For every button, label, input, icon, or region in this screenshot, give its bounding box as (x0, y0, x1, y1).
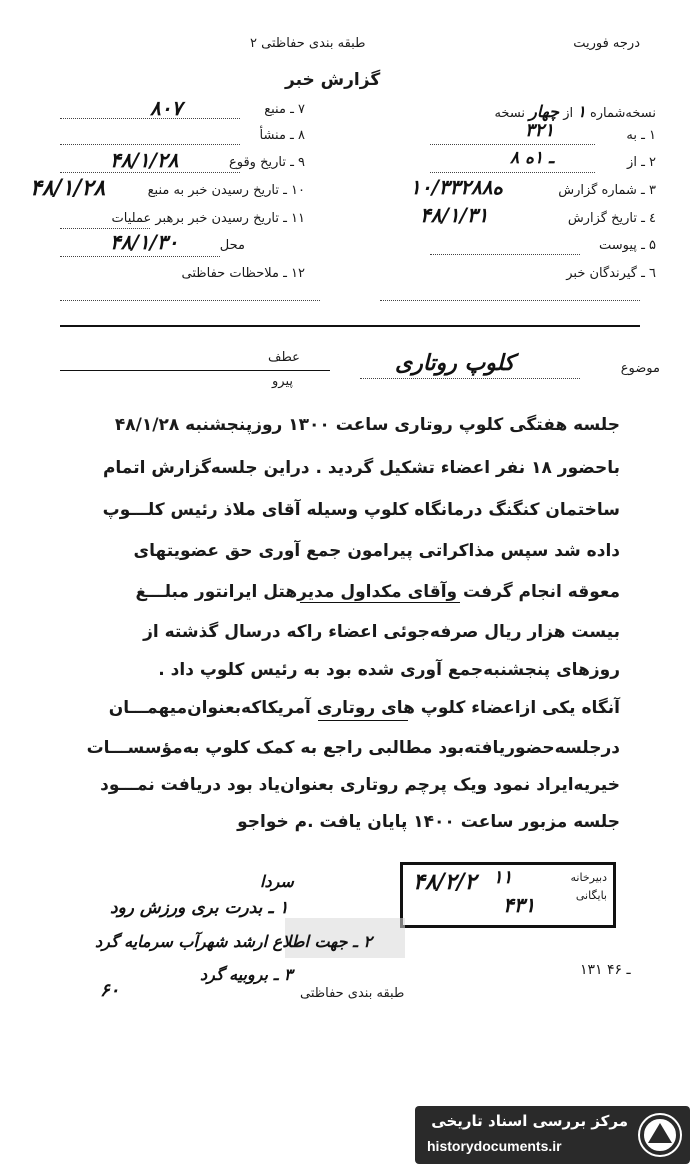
field-label: ۱۲ ـ ملاحظات حفاظتی (181, 266, 305, 281)
field-source (264, 102, 305, 117)
field-recipients (566, 266, 656, 281)
field-label: ۷ ـ منبع (264, 102, 305, 117)
handwritten-note: ۲ ـ جهت اطلاع ارشد شهرآب سرمایه گرد (95, 932, 372, 951)
subject-label: موضوع (620, 361, 660, 376)
field-report-number (558, 183, 656, 198)
field-label: ٦ ـ گیرندگان خبر (566, 266, 656, 281)
field-source-value: ۸۰۷ (150, 96, 183, 120)
classification-top: طبقه بندی حفاظتی ۲ (250, 36, 366, 51)
field-report-date (568, 211, 656, 226)
field-to-value: ۳۲۱ (525, 120, 555, 141)
field-value: چهار (529, 102, 560, 121)
atf-line (60, 370, 330, 371)
field-label: ۹ ـ تاریخ وقوع (228, 155, 305, 170)
body-line: معوقه انجام گرفت وآقای مکداول مدیرهتل ایرانتور مبلـــغ (135, 582, 620, 602)
field-label: ۲ ـ از (627, 155, 656, 170)
field-label: ۱۱ ـ تاریخ رسیدن خبر برهبر عملیات (111, 211, 305, 226)
handwritten-note: ۳ ـ بروبیه گرد (200, 965, 293, 984)
field-label: ۱ ـ به (626, 128, 656, 143)
subject-value: کلوپ روتاری (395, 350, 515, 376)
stamp-ref: ۴۳۱ (503, 893, 536, 917)
underline-mark (300, 602, 460, 603)
body-line: باحضور ۱۸ نفر اعضاء تشکیل گردید . دراین جلسه‌گزارش اتمام (102, 458, 620, 478)
field-location (220, 238, 245, 253)
field-location-value: ۴۸/۱/۳۰ (110, 230, 179, 254)
field-report-number-value: ۱۰/۳۳۲۸۸ه (410, 175, 503, 199)
field-label: محل (219, 238, 245, 253)
field-occurrence-date (229, 155, 305, 170)
watermark-url: historydocuments.ir (427, 1138, 562, 1154)
field-value: ۱ (577, 102, 586, 121)
handwritten-note: ۱ ـ بدرت بری ورزش رود (110, 898, 289, 918)
stamp-number: ۱۱ (493, 867, 513, 888)
field-from (627, 155, 656, 170)
field-label: ۵ ـ پیوست (599, 238, 656, 253)
archive-logo-icon (638, 1113, 682, 1157)
field-label: از (563, 106, 574, 121)
field-security-notes (182, 266, 305, 281)
signature-mark: سردا (260, 872, 294, 891)
classification-bottom: طبقه بندی حفاظتی (300, 986, 405, 1001)
body-line: درجلسه‌حضوریافته‌بود مطالبی راجع به کمک کلوپ به‌مؤسســـات (86, 738, 620, 758)
field-origin (259, 128, 305, 143)
body-line: جلسه هفتگی کلوپ روتاری ساعت ۱۳۰۰ روزپنجشنبه ۴۸/۱/۲۸ (114, 415, 620, 435)
stamp-label: دبیرخانه (570, 871, 607, 884)
field-to (626, 128, 656, 143)
field-from-value: ۸ ـ ۱ه (510, 148, 555, 168)
field-label: ۸ ـ منشأ (259, 128, 305, 143)
doc-number: ۱۳۱ ـ ۴۶ (580, 962, 631, 978)
stamp-label: بایگانی (575, 889, 607, 902)
field-label: ۳ ـ شماره گزارش (558, 183, 656, 198)
field-ops-receive-date (112, 211, 305, 226)
body-line: خیریه‌ایراد نمود ویک پرچم روتاری بعنوان‌یاد بود دریافت نمـــود (100, 775, 620, 795)
body-line: روزهای پنجشنبه‌جمع آوری شده بود به رئیس کلوپ داد . (158, 660, 620, 680)
registry-stamp (400, 862, 616, 928)
stamp-date: ۴۸/۲/۲ (413, 869, 477, 895)
body-line: داده شد سپس مذاکراتی پیرامون جمع آوری حق عضویتهای (133, 541, 620, 561)
field-attachment (599, 238, 656, 253)
page-title: گزارش خبر (285, 70, 381, 90)
side-mark: ۶۰ (100, 980, 120, 1001)
watermark-name: مرکز بررسی اسناد تاریخی (431, 1112, 628, 1130)
field-source-receive-date-value: ۴۸/۱/۲۸ (30, 175, 106, 201)
header-separator (60, 325, 640, 327)
underline-mark (318, 720, 408, 721)
body-line: ساختمان کنگنگ درمانگاه کلوپ وسیله آقای ملاذ رئیس کلـــوپ (102, 500, 620, 520)
body-line: بیست هزار ریال صرفه‌جوئی اعضاء راکه درسال گذشته از (143, 622, 620, 642)
field-occurrence-date-value: ۴۸/۱/۲۸ (110, 148, 179, 172)
body-line: آنگاه یکی ازاعضاء کلوپ های روتاری آمریکاکه‌بعنوان‌میهمـــان (108, 698, 620, 718)
field-label: ٤ ـ تاریخ گزارش (567, 211, 656, 226)
atf-label: عطف (268, 350, 300, 365)
body-line: جلسه مزبور ساعت ۱۴۰۰ پایان یافت .م خواجو (237, 812, 620, 832)
field-label: نسخه (494, 106, 526, 121)
field-copy-number (494, 102, 656, 121)
watermark-badge (415, 1106, 690, 1164)
field-label: ۱۰ ـ تاریخ رسیدن خبر به منبع (147, 183, 305, 198)
field-label: نسخه‌شماره (589, 106, 656, 121)
field-source-receive-date (148, 183, 305, 198)
peyro-label: پیرو (272, 374, 293, 389)
field-report-date-value: ۴۸/۱/۳۱ (420, 203, 489, 227)
urgency-label: درجه فوریت (573, 36, 640, 51)
